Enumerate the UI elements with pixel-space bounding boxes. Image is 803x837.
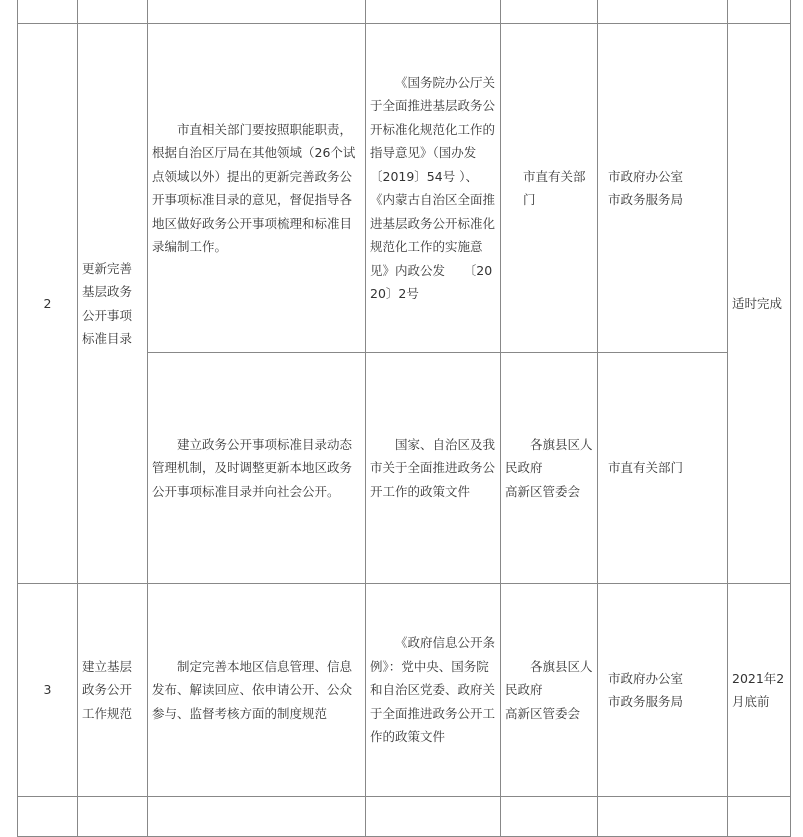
table-cell	[598, 0, 728, 24]
table-cell	[148, 0, 366, 24]
table-cell	[366, 0, 501, 24]
responsible-unit	[501, 353, 598, 584]
table-cell	[598, 797, 728, 837]
row-number: 2	[18, 24, 78, 584]
table-row-previous	[18, 0, 791, 24]
table-row	[18, 584, 791, 797]
lead-unit	[598, 353, 728, 584]
policy-basis: 《国务院办公厅关于全面推进基层政务公开标准化规范化工作的指导意见》（国办发〔2019〕54号 ）、《内蒙古自治区全面推进基层政务公开标准化规范化工作的实施意见》内政公发 〔2020〕2号	[366, 24, 501, 353]
timeline: 2021年2月底前	[728, 584, 791, 797]
task-item: 更新完善基层政务公开事项标准目录	[78, 24, 148, 584]
table-cell	[728, 0, 791, 24]
lead-unit-text: 市直有关部门	[608, 460, 684, 476]
table-cell	[501, 0, 598, 24]
table-row-next	[18, 797, 791, 837]
responsible-unit-text: 市直有关部门	[523, 168, 586, 207]
row-number: 3	[18, 584, 78, 797]
task-content: 市直相关部门要按照职能职责，根据自治区厅局在其他领域（26个试点领域以外）提出的更新完善政务公开事项标准目录的意见，督促指导各地区做好政务公开事项梳理和标准目录编制工作。	[148, 24, 366, 353]
table-cell	[78, 0, 148, 24]
table-cell	[728, 797, 791, 837]
table-cell	[18, 797, 78, 837]
task-content: 建立政务公开事项标准目录动态管理机制，及时调整更新本地区政务公开事项标准目录并向社会公开。	[148, 353, 366, 584]
responsible-unit	[501, 584, 598, 797]
table-cell	[501, 797, 598, 837]
task-content: 制定完善本地区信息管理、信息发布、解读回应、依申请公开、公众参与、监督考核方面的制度规范	[148, 584, 366, 797]
lead-unit-text: 市政府办公室 市政务服务局	[608, 670, 684, 709]
lead-unit-text: 市政府办公室 市政务服务局	[608, 168, 684, 207]
policy-basis: 国家、自治区及我市关于全面推进政务公开工作的政策文件	[366, 353, 501, 584]
table-cell	[78, 797, 148, 837]
lead-unit	[598, 584, 728, 797]
timeline: 适时完成	[728, 24, 791, 584]
lead-unit	[598, 24, 728, 353]
task-item: 建立基层政务公开工作规范	[78, 584, 148, 797]
table-cell	[18, 0, 78, 24]
task-table	[17, 0, 791, 837]
responsible-unit	[501, 24, 598, 353]
table-cell	[148, 797, 366, 837]
table-cell	[366, 797, 501, 837]
responsible-unit-text: 各旗县区人民政府 高新区管委会	[505, 658, 593, 721]
policy-basis: 《政府信息公开条例》：党中央、国务院和自治区党委、政府关于全面推进政务公开工作的政策文件	[366, 584, 501, 797]
table-row	[18, 24, 791, 353]
responsible-unit-text: 各旗县区人民政府 高新区管委会	[505, 436, 593, 499]
